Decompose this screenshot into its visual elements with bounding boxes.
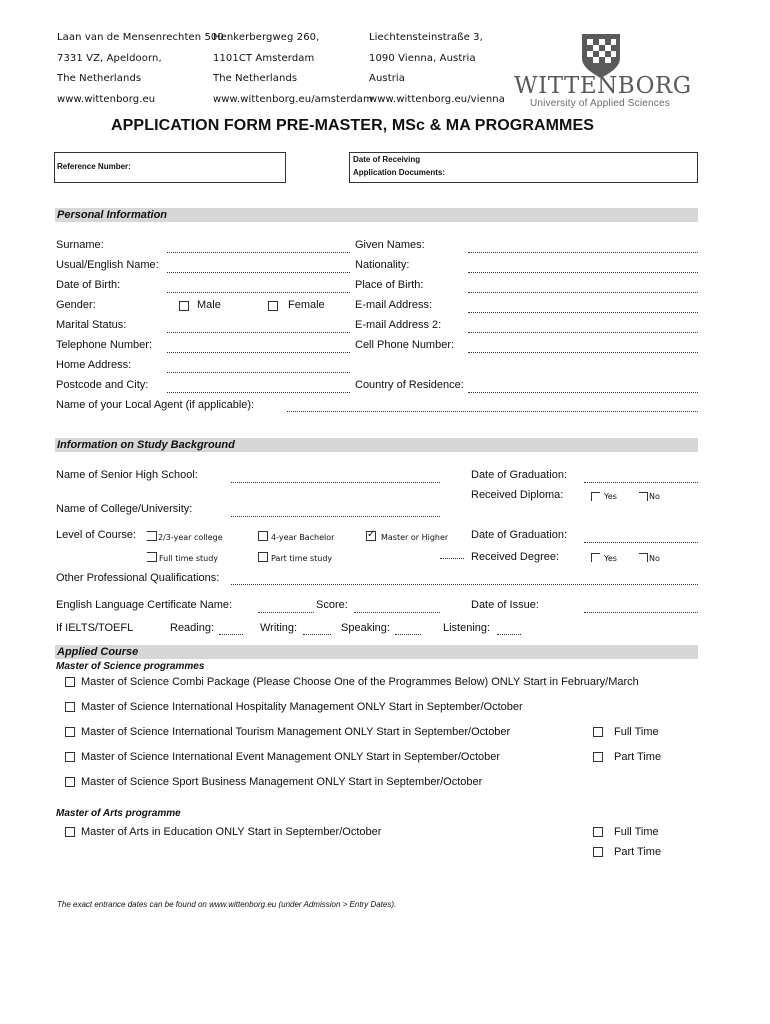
surname-field[interactable] bbox=[167, 252, 350, 253]
reading-field[interactable] bbox=[219, 634, 243, 635]
msc-full-time-label: Full Time bbox=[614, 726, 659, 738]
female-checkbox[interactable] bbox=[268, 301, 278, 311]
email-field[interactable] bbox=[468, 312, 698, 313]
listening-field[interactable] bbox=[497, 634, 521, 635]
ma-full-time-checkbox[interactable] bbox=[593, 827, 603, 837]
female-label: Female bbox=[288, 299, 325, 311]
address-vienna-country: Austria bbox=[369, 73, 406, 84]
ielts-label: If IELTS/TOEFL bbox=[56, 622, 134, 634]
ma-full-time-label: Full Time bbox=[614, 826, 659, 838]
college-label: Name of College/University: bbox=[56, 503, 193, 515]
nationality-label: Nationality: bbox=[355, 259, 410, 271]
other-qual-field[interactable] bbox=[231, 584, 698, 585]
msc-combi-label: Master of Science Combi Package (Please Choose One of the Programmes Below) ONLY Start in February/March bbox=[81, 676, 639, 688]
received-degree-label: Received Degree: bbox=[471, 551, 560, 563]
cell-label: Cell Phone Number: bbox=[355, 339, 455, 351]
dob-label: Date of Birth: bbox=[56, 279, 121, 291]
home-address-field[interactable] bbox=[167, 372, 350, 373]
reference-number-label: Reference Number: bbox=[57, 162, 131, 171]
writing-field[interactable] bbox=[303, 634, 331, 635]
diploma-yes-label: Yes bbox=[604, 492, 617, 501]
ma-part-time-checkbox[interactable] bbox=[593, 847, 603, 857]
reference-number-box[interactable] bbox=[54, 152, 286, 183]
level-23-checkbox[interactable] bbox=[147, 531, 157, 541]
postcode-label: Postcode and City: bbox=[56, 379, 149, 391]
english-cert-field[interactable] bbox=[258, 612, 314, 613]
marital-label: Marital Status: bbox=[56, 319, 127, 331]
address-amsterdam-street: Henkerbergweg 260, bbox=[213, 32, 320, 43]
score-label: Score: bbox=[316, 599, 348, 611]
diploma-no-label: No bbox=[649, 492, 660, 501]
msc-event-checkbox[interactable] bbox=[65, 752, 75, 762]
address-vienna-web: www.wittenborg.eu/vienna bbox=[369, 94, 505, 105]
msc-tourism-label: Master of Science International Tourism Management ONLY Start in September/October bbox=[81, 726, 511, 738]
agent-field[interactable] bbox=[287, 411, 698, 412]
msc-event-label: Master of Science International Event Management ONLY Start in September/October bbox=[81, 751, 501, 763]
section-heading: Applied Course bbox=[57, 646, 139, 658]
level-label: Level of Course: bbox=[56, 529, 137, 541]
address-amsterdam-web: www.wittenborg.eu/amsterdam bbox=[213, 94, 373, 105]
postcode-field[interactable] bbox=[167, 392, 350, 393]
msc-hospitality-checkbox[interactable] bbox=[65, 702, 75, 712]
degree-yes-label: Yes bbox=[604, 554, 617, 563]
msc-part-time-label: Part Time bbox=[614, 751, 662, 763]
male-checkbox[interactable] bbox=[179, 301, 189, 311]
msc-hospitality-label: Master of Science International Hospitality Management ONLY Start in September/October bbox=[81, 701, 523, 713]
date-issue-field[interactable] bbox=[584, 612, 698, 613]
usual-name-field[interactable] bbox=[167, 272, 350, 273]
received-diploma-label: Received Diploma: bbox=[471, 489, 564, 501]
grad-date2-label: Date of Graduation: bbox=[471, 529, 568, 541]
address-apeldoorn-country: The Netherlands bbox=[57, 73, 142, 84]
score-field[interactable] bbox=[354, 612, 440, 613]
level-23-label: 2/3-year college bbox=[158, 533, 223, 542]
address-apeldoorn-city: 7331 VZ, Apeldoorn, bbox=[57, 53, 162, 64]
email2-field[interactable] bbox=[468, 332, 698, 333]
other-qual-label: Other Professional Qualifications: bbox=[56, 572, 220, 584]
msc-sport-checkbox[interactable] bbox=[65, 777, 75, 787]
degree-no-label: No bbox=[649, 554, 660, 563]
surname-label: Surname: bbox=[56, 239, 104, 251]
speaking-field[interactable] bbox=[395, 634, 421, 635]
msc-part-time-checkbox[interactable] bbox=[593, 752, 603, 762]
msc-full-time-checkbox[interactable] bbox=[593, 727, 603, 737]
nationality-field[interactable] bbox=[468, 272, 698, 273]
address-amsterdam-country: The Netherlands bbox=[213, 73, 298, 84]
given-names-field[interactable] bbox=[468, 252, 698, 253]
date-receiving-label-1: Date of Receiving bbox=[353, 155, 421, 164]
logo-text: WITTENBORG bbox=[514, 73, 692, 99]
email2-label: E-mail Address 2: bbox=[355, 319, 442, 331]
grad-date-label: Date of Graduation: bbox=[471, 469, 568, 481]
senior-school-field[interactable] bbox=[231, 482, 440, 483]
diploma-yes-checkbox[interactable] bbox=[591, 492, 600, 501]
home-address-label: Home Address: bbox=[56, 359, 132, 371]
ma-part-time-label: Part Time bbox=[614, 846, 662, 858]
senior-school-label: Name of Senior High School: bbox=[56, 469, 198, 481]
gender-label: Gender: bbox=[56, 299, 96, 311]
country-label: Country of Residence: bbox=[355, 379, 464, 391]
full-time-study-label: Full time study bbox=[159, 554, 219, 563]
usual-name-label: Usual/English Name: bbox=[56, 259, 159, 271]
marital-field[interactable] bbox=[167, 332, 350, 333]
degree-yes-checkbox[interactable] bbox=[591, 553, 600, 562]
address-apeldoorn-web: www.wittenborg.eu bbox=[57, 94, 156, 105]
logo-subtitle: University of Applied Sciences bbox=[530, 98, 670, 109]
degree-field[interactable] bbox=[440, 558, 464, 559]
ma-education-label: Master of Arts in Education ONLY Start in September/October bbox=[81, 826, 382, 838]
given-names-label: Given Names: bbox=[355, 239, 425, 251]
grad-date-field[interactable] bbox=[584, 482, 698, 483]
speaking-label: Speaking: bbox=[341, 622, 390, 634]
dob-field[interactable] bbox=[167, 292, 350, 293]
level-master-checkbox[interactable] bbox=[366, 531, 376, 541]
msc-sport-label: Master of Science Sport Business Management ONLY Start in September/October bbox=[81, 776, 483, 788]
email-label: E-mail Address: bbox=[355, 299, 433, 311]
male-label: Male bbox=[197, 299, 221, 311]
writing-label: Writing: bbox=[260, 622, 298, 634]
full-time-study-checkbox[interactable] bbox=[147, 552, 157, 562]
telephone-label: Telephone Number: bbox=[56, 339, 153, 351]
check-icon: ✓ bbox=[367, 529, 376, 540]
level-master-label: Master or Higher bbox=[381, 533, 449, 542]
college-field[interactable] bbox=[231, 516, 440, 517]
date-issue-label: Date of Issue: bbox=[471, 599, 539, 611]
english-cert-label: English Language Certificate Name: bbox=[56, 599, 233, 611]
address-vienna-city: 1090 Vienna, Austria bbox=[369, 53, 476, 64]
date-receiving-box[interactable] bbox=[349, 152, 698, 183]
msc-combi-checkbox[interactable] bbox=[65, 677, 75, 687]
degree-no-checkbox[interactable] bbox=[639, 553, 648, 562]
reading-label: Reading: bbox=[170, 622, 215, 634]
section-heading: Personal Information bbox=[57, 209, 168, 221]
grad-date2-field[interactable] bbox=[584, 542, 698, 543]
section-personal-information bbox=[55, 208, 698, 222]
address-amsterdam-city: 1101CT Amsterdam bbox=[213, 53, 315, 64]
listening-label: Listening: bbox=[443, 622, 491, 634]
pob-label: Place of Birth: bbox=[355, 279, 424, 291]
level-4-label: 4-year Bachelor bbox=[271, 533, 335, 542]
msc-heading: Master of Science programmes bbox=[56, 661, 205, 672]
diploma-no-checkbox[interactable] bbox=[639, 492, 648, 501]
cell-field[interactable] bbox=[468, 352, 698, 353]
telephone-field[interactable] bbox=[167, 352, 350, 353]
ma-education-checkbox[interactable] bbox=[65, 827, 75, 837]
footer-note: The exact entrance dates can be found on www.wittenborg.eu (under Admission > Entry Dates). bbox=[57, 900, 397, 909]
country-field[interactable] bbox=[468, 392, 698, 393]
section-applied-course bbox=[55, 645, 698, 659]
section-study-background bbox=[55, 438, 698, 452]
page-title: APPLICATION FORM PRE-MASTER, MSc & MA PROGRAMMES bbox=[111, 117, 595, 134]
date-receiving-label-2: Application Documents: bbox=[353, 168, 446, 177]
ma-heading: Master of Arts programme bbox=[56, 808, 181, 819]
address-apeldoorn-street: Laan van de Mensenrechten 500 bbox=[57, 32, 224, 43]
level-4-checkbox[interactable] bbox=[258, 531, 268, 541]
address-vienna-street: Liechtensteinstraße 3, bbox=[369, 32, 483, 43]
part-time-study-label: Part time study bbox=[271, 554, 333, 563]
agent-label: Name of your Local Agent (if applicable): bbox=[56, 399, 255, 411]
msc-tourism-checkbox[interactable] bbox=[65, 727, 75, 737]
section-heading: Information on Study Background bbox=[57, 439, 235, 451]
pob-field[interactable] bbox=[468, 292, 698, 293]
part-time-study-checkbox[interactable] bbox=[258, 552, 268, 562]
